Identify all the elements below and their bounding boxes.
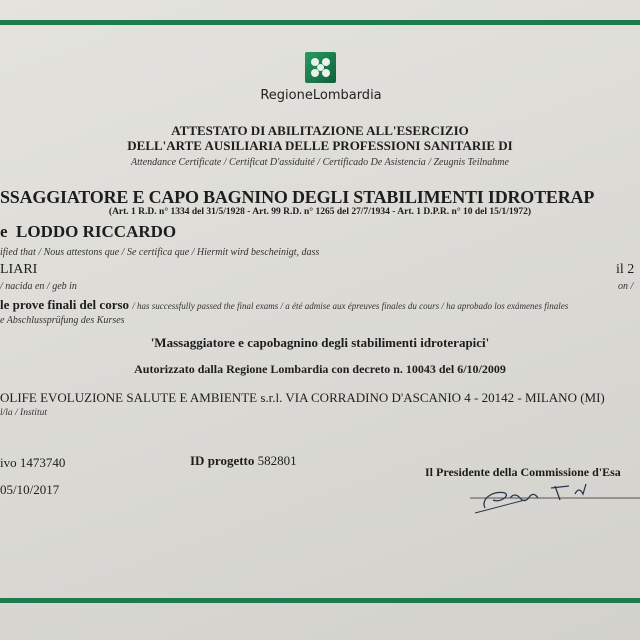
top-green-stripe [0,20,640,25]
exam-line [0,297,640,313]
registry-value: 1473740 [19,455,66,470]
regione-lombardia-logo [305,52,336,83]
birthplace: LIARI [0,262,38,277]
holder-line [0,222,640,242]
birthplace-translations: / nacida en / geb in [0,281,77,292]
project-label: ID progetto [190,453,255,468]
president-signature [465,478,640,518]
registry-label: ivo [0,455,17,470]
heading-translations: Attendance Certificate / Certificat D'assiduité / Certificado De Asistencia / Zeugnis Teilnahme [131,157,509,168]
heading-line2: DELL'ARTE AUSILIARIA DELLE PROFESSIONI SANITARIE DI [127,138,513,153]
certified-translations: ified that / Nous attestons que / Se certifica que / Hiermit wird bescheinigt, dass [0,247,320,258]
certificate-title: SSAGGIATORE E CAPO BAGNINO DEGLI STABILIMENTI IDROTERAP [0,187,595,207]
heading-line1: ATTESTATO DI ABILITAZIONE ALL'ESERCIZIO [171,123,469,138]
bottom-green-stripe [0,598,640,603]
brand-name: RegioneLombardia [260,88,382,103]
president-label: Il Presidente della Commissione d'Esa [425,465,621,479]
registry-number [0,455,65,471]
project-value: 582801 [257,453,297,468]
holder-prefix: e [0,222,8,241]
exam-translations: / has successfully passed the final exams / a été admise aux épreuves finales du cours / ha aprobado los exámenes finales [132,301,569,311]
issue-date: 05/10/2017 [0,482,60,497]
project-id [190,453,297,469]
institute-name: OLIFE EVOLUZIONE SALUTE E AMBIENTE s.r.l. VIA CORRADINO D'ASCANIO 4 - 20142 - MILANO (MI) [0,390,605,405]
course-name: 'Massaggiatore e capobagnino degli stabilimenti idroterapici' [150,335,490,350]
birth-date-translations: on / [618,281,634,292]
legal-reference: (Art. 1 R.D. n° 1334 del 31/5/1928 - Art. 99 R.D. n° 1265 del 27/7/1934 - Art. 1 D.P.R. n° 10 del 15/1/1972) [108,207,532,217]
birth-date-label: il 2 [616,262,635,277]
authorization: Autorizzato dalla Regione Lombardia con decreto n. 10043 del 6/10/2009 [134,362,506,376]
exam-translations-2: e Abschlussprüfung des Kurses [0,315,125,326]
holder-name: LODDO RICCARDO [16,222,177,241]
institute-label: l/la / Institut [0,408,47,418]
exam-label: le prove finali del corso [0,297,130,312]
